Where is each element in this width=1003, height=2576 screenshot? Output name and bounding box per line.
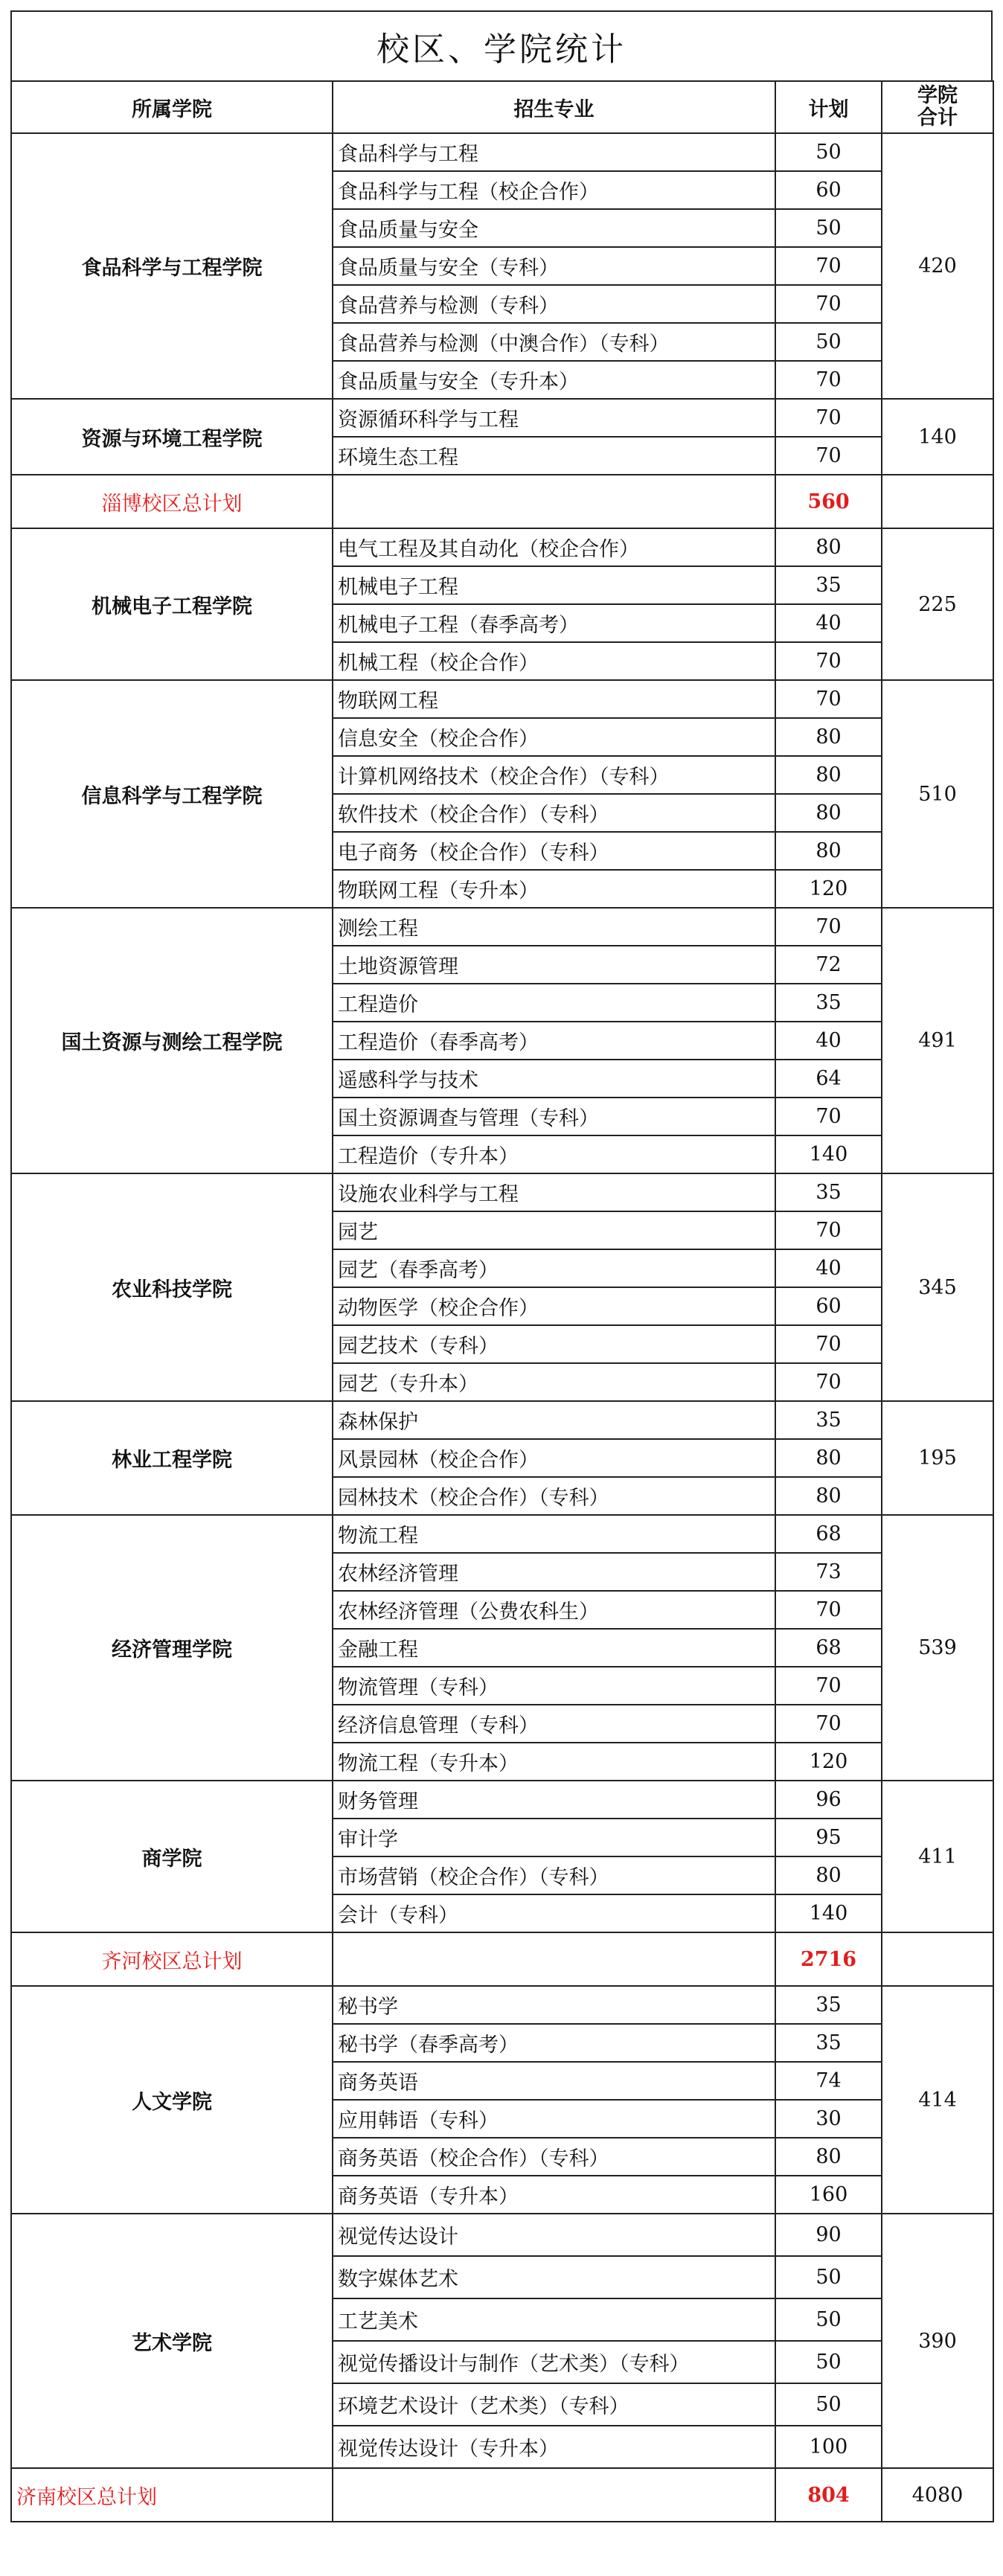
college-name-cell: 人文学院	[11, 1986, 333, 2214]
major-name-cell: 环境生态工程	[333, 437, 775, 475]
table-row	[11, 1515, 993, 1553]
major-plan-cell: 35	[775, 1401, 882, 1439]
major-plan-cell: 70	[775, 247, 882, 285]
major-name-cell: 园艺（专升本）	[333, 1363, 775, 1401]
campus-total-plan: 560	[775, 475, 882, 528]
header-college: 所属学院	[11, 81, 333, 133]
header-row	[11, 81, 993, 133]
major-plan-cell: 35	[775, 1986, 882, 2024]
table-row	[11, 133, 993, 171]
campus-grand-total	[882, 475, 993, 528]
major-plan-cell: 70	[775, 908, 882, 946]
college-name-cell: 资源与环境工程学院	[11, 399, 333, 475]
campus-total-plan: 804	[775, 2468, 882, 2522]
major-plan-cell: 50	[775, 2341, 882, 2383]
major-name-cell: 审计学	[333, 1819, 775, 1856]
major-name-cell: 工程造价（春季高考）	[333, 1022, 775, 1060]
campus-total-plan: 2716	[775, 1932, 882, 1986]
table-row	[11, 1986, 993, 2024]
major-name-cell: 金融工程	[333, 1629, 775, 1667]
major-name-cell: 食品营养与检测（中澳合作）（专科）	[333, 323, 775, 361]
major-plan-cell: 64	[775, 1060, 882, 1098]
college-total-cell: 390	[882, 2214, 993, 2468]
major-plan-cell: 40	[775, 1022, 882, 1060]
major-plan-cell: 70	[775, 642, 882, 680]
major-name-cell: 会计（专科）	[333, 1894, 775, 1932]
header-college-total-label: 学院合计	[917, 84, 958, 129]
college-name-cell: 经济管理学院	[11, 1515, 333, 1781]
major-name-cell: 园林技术（校企合作）（专科）	[333, 1477, 775, 1515]
major-plan-cell: 160	[775, 2176, 882, 2214]
major-name-cell: 农林经济管理（公费农科生）	[333, 1591, 775, 1629]
major-plan-cell: 90	[775, 2214, 882, 2256]
table-row	[11, 399, 993, 437]
major-name-cell: 机械电子工程	[333, 566, 775, 604]
major-plan-cell: 70	[775, 1211, 882, 1249]
major-name-cell: 财务管理	[333, 1781, 775, 1819]
major-plan-cell: 40	[775, 604, 882, 642]
major-plan-cell: 70	[775, 1363, 882, 1401]
major-name-cell: 食品科学与工程	[333, 133, 775, 171]
college-total-cell: 539	[882, 1515, 993, 1781]
major-name-cell: 园艺	[333, 1211, 775, 1249]
major-plan-cell: 80	[775, 1856, 882, 1894]
major-name-cell: 视觉传达设计（专升本）	[333, 2426, 775, 2468]
table-row	[11, 1781, 993, 1819]
major-name-cell: 机械工程（校企合作）	[333, 642, 775, 680]
college-total-cell: 411	[882, 1781, 993, 1932]
major-plan-cell: 73	[775, 1553, 882, 1591]
sheet-title: 校区、学院统计	[10, 10, 993, 80]
major-name-cell: 物联网工程（专升本）	[333, 870, 775, 908]
major-plan-cell: 68	[775, 1629, 882, 1667]
major-plan-cell: 40	[775, 1249, 882, 1287]
major-plan-cell: 70	[775, 437, 882, 475]
major-plan-cell: 50	[775, 209, 882, 247]
college-total-cell: 140	[882, 399, 993, 475]
major-name-cell: 园艺（春季高考）	[333, 1249, 775, 1287]
major-plan-cell: 80	[775, 718, 882, 756]
major-plan-cell: 70	[775, 1705, 882, 1743]
major-name-cell: 商务英语（校企合作）（专科）	[333, 2138, 775, 2176]
table-row	[11, 2214, 993, 2256]
major-plan-cell: 140	[775, 1894, 882, 1932]
major-plan-cell: 50	[775, 2256, 882, 2298]
major-name-cell: 视觉传达设计	[333, 2214, 775, 2256]
major-plan-cell: 96	[775, 1781, 882, 1819]
campus-total-label: 济南校区总计划	[11, 2468, 333, 2522]
table-row	[11, 1173, 993, 1211]
major-plan-cell: 60	[775, 1287, 882, 1325]
major-name-cell: 食品质量与安全（专升本）	[333, 361, 775, 399]
header-plan: 计划	[775, 81, 882, 133]
major-plan-cell: 70	[775, 361, 882, 399]
major-name-cell: 应用韩语（专科）	[333, 2100, 775, 2138]
college-name-cell: 机械电子工程学院	[11, 528, 333, 680]
major-plan-cell: 74	[775, 2062, 882, 2100]
campus-total-blank	[333, 1932, 775, 1986]
major-name-cell: 食品质量与安全（专科）	[333, 247, 775, 285]
major-plan-cell: 80	[775, 1439, 882, 1477]
major-plan-cell: 50	[775, 2383, 882, 2426]
major-name-cell: 工程造价	[333, 984, 775, 1022]
college-name-cell: 食品科学与工程学院	[11, 133, 333, 399]
major-plan-cell: 70	[775, 399, 882, 437]
major-plan-cell: 140	[775, 1135, 882, 1173]
major-name-cell: 信息安全（校企合作）	[333, 718, 775, 756]
major-name-cell: 国土资源调查与管理（专科）	[333, 1098, 775, 1135]
major-name-cell: 食品质量与安全	[333, 209, 775, 247]
header-college-total	[882, 81, 993, 133]
campus-total-blank	[333, 2468, 775, 2522]
major-plan-cell: 35	[775, 2024, 882, 2062]
college-total-cell: 414	[882, 1986, 993, 2214]
major-name-cell: 经济信息管理（专科）	[333, 1705, 775, 1743]
major-plan-cell: 95	[775, 1819, 882, 1856]
major-name-cell: 设施农业科学与工程	[333, 1173, 775, 1211]
college-name-cell: 林业工程学院	[11, 1401, 333, 1515]
major-name-cell: 土地资源管理	[333, 946, 775, 984]
major-plan-cell: 70	[775, 1325, 882, 1363]
college-name-cell: 国土资源与测绘工程学院	[11, 908, 333, 1173]
major-name-cell: 秘书学	[333, 1986, 775, 2024]
enrollment-table	[10, 80, 994, 2522]
campus-total-label: 淄博校区总计划	[11, 475, 333, 528]
major-name-cell: 软件技术（校企合作）（专科）	[333, 794, 775, 832]
campus-total-row	[11, 2468, 993, 2522]
major-plan-cell: 70	[775, 285, 882, 323]
major-plan-cell: 70	[775, 1667, 882, 1705]
major-plan-cell: 68	[775, 1515, 882, 1553]
header-major: 招生专业	[333, 81, 775, 133]
major-plan-cell: 50	[775, 2298, 882, 2341]
major-name-cell: 视觉传播设计与制作（艺术类）（专科）	[333, 2341, 775, 2383]
college-total-cell: 345	[882, 1173, 993, 1401]
major-plan-cell: 35	[775, 1173, 882, 1211]
table-row	[11, 680, 993, 718]
campus-grand-total	[882, 1932, 993, 1986]
major-name-cell: 物流工程（专升本）	[333, 1743, 775, 1781]
campus-total-row	[11, 475, 993, 528]
major-plan-cell: 100	[775, 2426, 882, 2468]
table-row	[11, 908, 993, 946]
major-plan-cell: 70	[775, 680, 882, 718]
major-name-cell: 森林保护	[333, 1401, 775, 1439]
major-name-cell: 数字媒体艺术	[333, 2256, 775, 2298]
statistics-sheet	[10, 10, 993, 2522]
major-name-cell: 计算机网络技术（校企合作）（专科）	[333, 756, 775, 794]
major-name-cell: 物流管理（专科）	[333, 1667, 775, 1705]
major-plan-cell: 72	[775, 946, 882, 984]
campus-total-blank	[333, 475, 775, 528]
major-name-cell: 机械电子工程（春季高考）	[333, 604, 775, 642]
major-name-cell: 食品科学与工程（校企合作）	[333, 171, 775, 209]
college-name-cell: 艺术学院	[11, 2214, 333, 2468]
college-total-cell: 195	[882, 1401, 993, 1515]
major-plan-cell: 80	[775, 794, 882, 832]
major-plan-cell: 50	[775, 133, 882, 171]
major-plan-cell: 80	[775, 756, 882, 794]
major-name-cell: 秘书学（春季高考）	[333, 2024, 775, 2062]
major-name-cell: 园艺技术（专科）	[333, 1325, 775, 1363]
major-name-cell: 电子商务（校企合作）（专科）	[333, 832, 775, 870]
college-name-cell: 农业科技学院	[11, 1173, 333, 1401]
college-total-cell: 491	[882, 908, 993, 1173]
major-name-cell: 农林经济管理	[333, 1553, 775, 1591]
major-name-cell: 环境艺术设计（艺术类）（专科）	[333, 2383, 775, 2426]
college-total-cell: 510	[882, 680, 993, 908]
table-row	[11, 528, 993, 566]
major-plan-cell: 30	[775, 2100, 882, 2138]
campus-grand-total: 4080	[882, 2468, 993, 2522]
major-plan-cell: 80	[775, 832, 882, 870]
major-name-cell: 市场营销（校企合作）（专科）	[333, 1856, 775, 1894]
major-name-cell: 风景园林（校企合作）	[333, 1439, 775, 1477]
major-name-cell: 工艺美术	[333, 2298, 775, 2341]
college-total-cell: 420	[882, 133, 993, 399]
major-plan-cell: 120	[775, 870, 882, 908]
major-plan-cell: 80	[775, 2138, 882, 2176]
major-name-cell: 电气工程及其自动化（校企合作）	[333, 528, 775, 566]
major-plan-cell: 70	[775, 1591, 882, 1629]
major-plan-cell: 80	[775, 528, 882, 566]
college-name-cell: 信息科学与工程学院	[11, 680, 333, 908]
major-plan-cell: 80	[775, 1477, 882, 1515]
major-plan-cell: 50	[775, 323, 882, 361]
major-name-cell: 测绘工程	[333, 908, 775, 946]
major-name-cell: 工程造价（专升本）	[333, 1135, 775, 1173]
major-plan-cell: 35	[775, 984, 882, 1022]
major-name-cell: 食品营养与检测（专科）	[333, 285, 775, 323]
table-body	[11, 133, 993, 2522]
campus-total-row	[11, 1932, 993, 1986]
major-name-cell: 物流工程	[333, 1515, 775, 1553]
major-name-cell: 商务英语（专升本）	[333, 2176, 775, 2214]
major-name-cell: 资源循环科学与工程	[333, 399, 775, 437]
table-row	[11, 1401, 993, 1439]
major-plan-cell: 70	[775, 1098, 882, 1135]
college-total-cell: 225	[882, 528, 993, 680]
major-plan-cell: 35	[775, 566, 882, 604]
campus-total-label: 齐河校区总计划	[11, 1932, 333, 1986]
college-name-cell: 商学院	[11, 1781, 333, 1932]
major-name-cell: 商务英语	[333, 2062, 775, 2100]
major-name-cell: 动物医学（校企合作）	[333, 1287, 775, 1325]
major-name-cell: 遥感科学与技术	[333, 1060, 775, 1098]
major-name-cell: 物联网工程	[333, 680, 775, 718]
major-plan-cell: 60	[775, 171, 882, 209]
major-plan-cell: 120	[775, 1743, 882, 1781]
